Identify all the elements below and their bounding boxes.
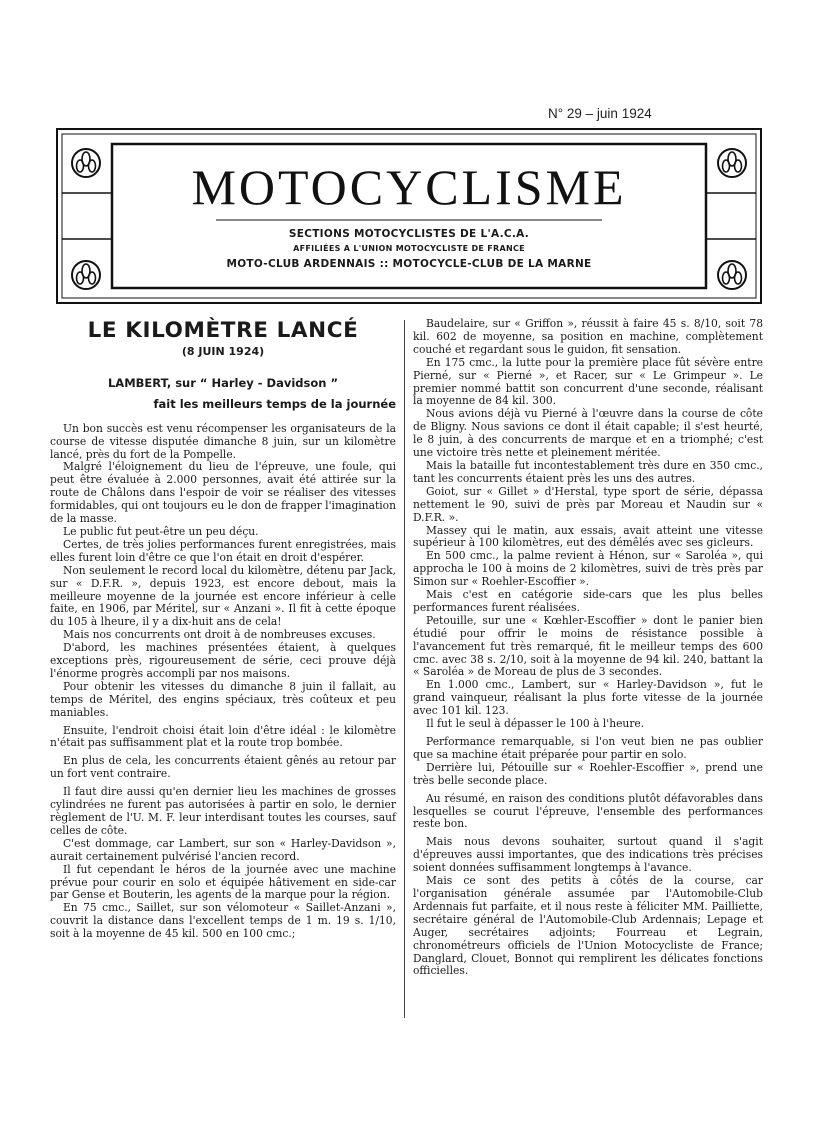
paragraph: Baudelaire, sur « Griffon », réussit à faire 45 s. 8/10, soit 78 kil. 602 de moyenne, sa position en machine, complètement couché et regardant sous le guidon, fit sensation. (413, 317, 763, 356)
issue-number: N° 29 – juin 1924 (548, 106, 652, 121)
paragraph: Le public fut peut-être un peu déçu. (63, 524, 259, 538)
column-divider (404, 320, 405, 1018)
masthead-line-2: AFFILIÉES A L'UNION MOTOCYCLISTE DE FRANCE (293, 244, 525, 253)
paragraph: Il faut dire aussi qu'en dernier lieu les machines de grosses cylindrées ne furent pas autorisées à partir en solo, le dernier règlement de l'U. M. F. leur interdisant toutes les courses, sauf celles de côte. (50, 785, 396, 837)
paragraph: Mais c'est en catégorie side-cars que les plus belles performances furent réalisées. (413, 588, 763, 614)
headline: LE KILOMÈTRE LANCÉ (87, 318, 359, 343)
paragraph: En plus de cela, les concurrents étaient gênés au retour par un fort vent contraire. (50, 754, 396, 781)
paragraph: C'est dommage, car Lambert, sur son « Harley-Davidson », aurait certainement pulvérisé l'ancien record. (50, 836, 396, 863)
paragraph: Il fut cependant le héros de la journée avec une machine prévue pour courir en solo et équipée hâtivement en side-car par Gense et Bouterin, les agents de la marque pour la région. (50, 862, 396, 902)
paragraph: Il fut le seul à dépasser le 100 à l'heure. (426, 717, 645, 731)
paragraph: Mais ce sont des petits à côtés de la course, car l'organisation générale assumée par l'Automobile-Club Ardennais fut parfaite, et il nous reste à féliciter MM. Pailliette, secrétaire général de l'Automobile-Club Ardennais; Lepage et Auger, secrétaires adjoints; Fourreau et Legrain, chronométreurs officiels de l'Union Motocycliste de France; Danglard, Clouet, Bonnot qui remplirent les délicates fonctions officielles. (413, 874, 763, 978)
paragraph: Performance remarquable, si l'on veut bien ne pas oublier que sa machine était préparée pour partir en solo. (413, 735, 763, 761)
paragraph: Au résumé, en raison des conditions plutôt défavorables dans lesquelles se courut l'épreuve, l'ensemble des performances reste bon. (413, 791, 763, 831)
paragraph: En 1.000 cmc., Lambert, sur « Harley-Davidson », fut le grand vainqueur, réalisant la plus forte vitesse de la journée avec 101 kil. 123. (413, 678, 763, 718)
deck-line-1: LAMBERT, sur “ Harley - Davidson ” (107, 375, 339, 390)
paragraph: Ensuite, l'endroit choisi était loin d'être idéal : le kilomètre n'était pas suffisamment plat et la route trop bombée. (50, 723, 396, 750)
masthead-line-3: MOTO-CLUB ARDENNAIS :: MOTOCYCLE-CLUB DE LA MARNE (226, 258, 592, 270)
masthead-line-1: SECTIONS MOTOCYCLISTES DE L'A.C.A. (288, 228, 530, 240)
paragraph: Derrière lui, Pétouille sur « Roehler-Escoffier », prend une très belle seconde place. (413, 760, 763, 787)
paragraph: Petouille, sur une « Kœhler-Escoffier » dont le panier bien étudié pour offrir le moins de résistance possible à l'avancement fut très remarqué, fit le meilleur temps des 600 cmc. avec 38 s. 2/10, soit à la moyenne de 94 kil. 240, battant la « Saroléa » de Moreau de plus de 3 secondes. (413, 613, 763, 679)
paragraph: Un bon succès est venu récompenser les organisateurs de la course de vitesse disputée dimanche 8 juin, sur un kilomètre lancé, près du fort de la Pompelle. (50, 421, 396, 461)
paragraph: Nous avions déjà vu Pierné à l'œuvre dans la course de côte de Bligny. Nous savions ce dont il était capable; il s'est heurté, le 8 juin, à des concurrents de marque et en a triomphé; c'est une victoire très nette et pleinement méritée. (413, 407, 763, 460)
paragraph: D'abord, les machines présentées étaient, à quelques exceptions près, rigoureusement de série, ceci prouve déjà l'énorme progrès accompli par nos maisons. (50, 641, 396, 680)
paragraph: En 75 cmc., Saillet, sur son vélomoteur « Saillet-Anzani », couvrit la distance dans l'excellent temps de 1 m. 19 s. 1/10, soit à la moyenne de 45 kil. 500 en 100 cmc.; (50, 901, 396, 941)
masthead (56, 128, 762, 304)
paragraph: Malgré l'éloignement du lieu de l'épreuve, une foule, qui peut être évaluée à 2.000 personnes, avait été attirée sur la route de Châlons dans l'espoir de voir se réaliser des vitesses formidables, qui ont toujours eu le don de frapper l'imagination de la masse. (50, 460, 396, 526)
paragraph: Pour obtenir les vitesses du dimanche 8 juin il fallait, au temps de Méritel, des engins spéciaux, très coûteux et peu maniables. (50, 679, 396, 719)
paragraph: Mais la bataille fut incontestablement très dure en 350 cmc., tant les concurrents étaient près les uns des autres. (413, 458, 763, 485)
masthead-title: MOTOCYCLISME (191, 159, 627, 215)
deck-line-2: fait les meilleurs temps de la journée (153, 396, 396, 411)
paragraph: En 175 cmc., la lutte pour la première place fût sévère entre Pierné, sur « Pierné », et Racer, sur « Le Grimpeur ». Le premier nommé battit son concurrent d'une seconde, réalisant la moyenne de 84 kil. 300. (413, 355, 763, 408)
paragraph: Goiot, sur « Gillet » d'Herstal, type sport de série, dépassa nettement le 90, suivi de près par Moreau et Naudin sur « D.F.R. ». (413, 484, 763, 524)
paragraph: Non seulement le record local du kilomètre, détenu par Jack, sur « D.F.R. », depuis 1923, est encore debout, mais la meilleure moyenne de la journée est encore inférieur à celle faite, en 1906, par Méritel, sur « Anzani ». Il fit à cette époque du 105 à lheure, il y a dix-huit ans de cela! (50, 563, 396, 629)
paragraph: Certes, de très jolies performances furent enregistrées, mais elles furent loin d'être ce que l'on était en droit d'espérer. (50, 537, 396, 564)
paragraph: Mais nos concurrents ont droit à de nombreuses excuses. (63, 628, 376, 642)
paragraph: Mais nous devons souhaiter, surtout quand il s'agit d'épreuves aussi importantes, que des indications très précises soient données suffisamment longtemps à l'avance. (413, 835, 763, 875)
paragraph: En 500 cmc., la palme revient à Hénon, sur « Saroléa », qui approcha le 100 à moins de 2 kilomètres, suivi de très près par Simon sur « Roehler-Escoffier ». (413, 549, 763, 589)
masthead-frame (56, 128, 762, 304)
article-column-left (50, 318, 396, 941)
article-column-right (413, 318, 763, 978)
paragraph: Massey qui le matin, aux essais, avait atteint une vitesse supérieur à 100 kilomètres, eut des démêlés avec ses gicleurs. (413, 523, 763, 550)
dateline: (8 JUIN 1924) (181, 345, 265, 358)
